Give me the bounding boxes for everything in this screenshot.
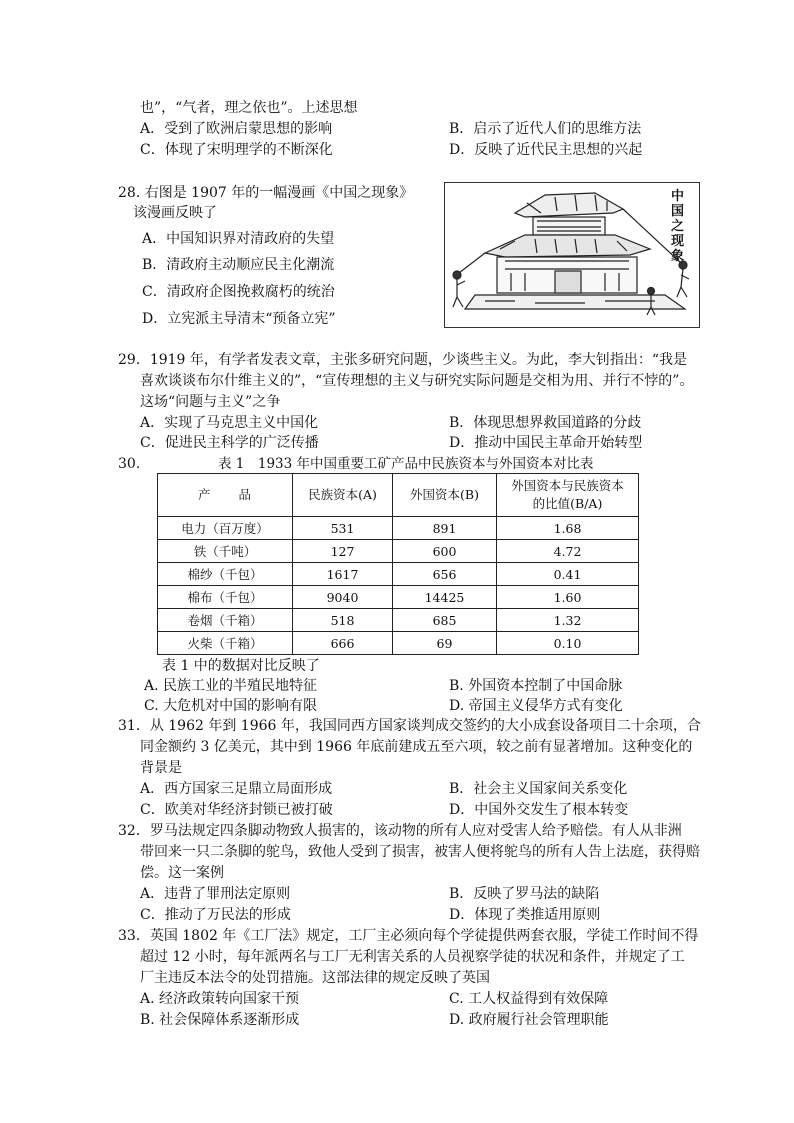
q32-option-b: B．反映了罗马法的缺陷 bbox=[449, 886, 600, 902]
cell-foreign: 14425 bbox=[393, 586, 497, 609]
cell-product: 火柴（千箱） bbox=[158, 632, 293, 655]
cell-national: 518 bbox=[293, 609, 393, 632]
q32-option-c: C．推动了万民法的形成 bbox=[140, 907, 291, 923]
q31-option-c: C．欧美对华经济封锁已被打破 bbox=[140, 802, 333, 818]
cell-ratio: 4.72 bbox=[497, 540, 639, 563]
cell-foreign: 685 bbox=[393, 609, 497, 632]
q29-stem-line3: 这场“问题与主义”之争 bbox=[140, 394, 281, 410]
cell-product: 电力（百万度） bbox=[158, 517, 293, 540]
q28-stem-line2: 该漫画反映了 bbox=[133, 205, 217, 221]
header-ratio bbox=[497, 474, 639, 517]
q29-option-c: C．促进民主科学的广泛传播 bbox=[140, 435, 319, 451]
q33-option-a: A. 经济政策转向国家干预 bbox=[140, 991, 300, 1007]
cell-national: 127 bbox=[293, 540, 393, 563]
q28-option-b: B．清政府主动顺应民主化潮流 bbox=[142, 257, 335, 273]
q31-stem-line1: 31．从 1962 年到 1966 年，我国同西方国家谈判成交签约的大小成套设备项目二十余项，合 bbox=[118, 718, 701, 734]
cell-ratio: 1.60 bbox=[497, 586, 639, 609]
q33-stem-line2: 超过 12 小时，每年派两名与工厂无利害关系的人员视察学徒的状况和条件，并规定了工 bbox=[140, 949, 685, 965]
cell-product: 棉布（千包） bbox=[158, 586, 293, 609]
q30-number: 30. bbox=[118, 456, 141, 472]
table-row bbox=[158, 517, 639, 540]
table-header-row bbox=[158, 474, 639, 517]
q27-option-c: C．体现了宋明理学的不断深化 bbox=[140, 142, 333, 158]
q30-option-b: B. 外国资本控制了中国命脉 bbox=[449, 678, 623, 694]
q27-option-b: B．启示了近代人们的思维方法 bbox=[449, 121, 642, 137]
q33-option-b: B. 社会保障体系逐渐形成 bbox=[140, 1012, 300, 1028]
q29-option-d: D．推动中国民主革命开始转型 bbox=[449, 435, 643, 451]
q28-option-c: C．清政府企图挽救腐朽的统治 bbox=[142, 284, 335, 300]
q31-option-d: D．中国外交发生了根本转变 bbox=[449, 802, 629, 818]
q32-stem-line2: 带回来一只二条脚的鸵鸟，致他人受到了损害，被害人便将鸵鸟的所有人告上法庭，获得赔 bbox=[140, 844, 700, 860]
cell-foreign: 69 bbox=[393, 632, 497, 655]
q27-stem-tail: 也”，“气者，理之依也”。上述思想 bbox=[140, 100, 358, 116]
q32-option-d: D．体现了类推适用原则 bbox=[449, 907, 601, 923]
cell-national: 1617 bbox=[293, 563, 393, 586]
q30-option-d: D. 帝国主义侵华方式有变化 bbox=[449, 698, 623, 714]
cell-ratio: 0.10 bbox=[497, 632, 639, 655]
cell-national: 9040 bbox=[293, 586, 393, 609]
header-product: 产 品 bbox=[158, 474, 293, 517]
header-foreign-capital: 外国资本(B) bbox=[393, 474, 497, 517]
cell-product: 铁（千吨） bbox=[158, 540, 293, 563]
q31-stem-line3: 背景是 bbox=[140, 760, 182, 776]
q29-stem-line2: 喜欢谈谈布尔什维主义的”，“宣传理想的主义与研究实际问题是交相为用、并行不悖的”。 bbox=[140, 373, 694, 389]
cartoon-figure bbox=[444, 182, 700, 328]
cartoon-drawing bbox=[445, 183, 699, 327]
table-row bbox=[158, 632, 639, 655]
q30-option-a: A. 民族工业的半殖民地特征 bbox=[144, 678, 318, 694]
q27-option-a: A．受到了欧洲启蒙思想的影响 bbox=[140, 121, 333, 137]
capital-comparison-table bbox=[157, 473, 639, 655]
q31-stem-line2: 同金额约 3 亿美元，其中到 1966 年底前建成五至六项，较之前有显著增加。这种变化的 bbox=[140, 739, 693, 755]
cell-foreign: 656 bbox=[393, 563, 497, 586]
cell-national: 666 bbox=[293, 632, 393, 655]
header-ratio-line1: 外国资本与民族资本 bbox=[511, 478, 624, 493]
cell-foreign: 600 bbox=[393, 540, 497, 563]
cell-foreign: 891 bbox=[393, 517, 497, 540]
table-row bbox=[158, 563, 639, 586]
cell-ratio: 1.68 bbox=[497, 517, 639, 540]
q33-stem-line1: 33．英国 1802 年《工厂法》规定，工厂主必须向每个学徒提供两套衣服，学徒工作时间不得 bbox=[118, 928, 699, 944]
q32-stem-line1: 32．罗马法规定四条脚动物致人损害的，该动物的所有人应对受害人给予赔偿。有人从非洲 bbox=[118, 823, 682, 839]
cell-product: 卷烟（千箱） bbox=[158, 609, 293, 632]
q30-option-c: C. 大危机对中国的影响有限 bbox=[144, 698, 318, 714]
q32-option-a: A．违背了罪刑法定原则 bbox=[140, 886, 291, 902]
cell-product: 棉纱（千包） bbox=[158, 563, 293, 586]
q28-option-a: A．中国知识界对清政府的失望 bbox=[142, 231, 335, 247]
header-national-capital: 民族资本(A) bbox=[293, 474, 393, 517]
q31-option-a: A．西方国家三足鼎立局面形成 bbox=[140, 781, 333, 797]
q32-stem-line3: 偿。这一案例 bbox=[140, 865, 224, 881]
q27-option-d: D．反映了近代民主思想的兴起 bbox=[449, 142, 643, 158]
cell-ratio: 1.32 bbox=[497, 609, 639, 632]
q30-table-title: 表 1 1933 年中国重要工矿产品中民族资本与外国资本对比表 bbox=[218, 456, 594, 472]
cell-national: 531 bbox=[293, 517, 393, 540]
q29-stem-line1: 29．1919 年，有学者发表文章，主张多研究问题，少谈些主义。为此，李大钊指出：“我是 bbox=[118, 352, 688, 368]
q30-after-table: 表 1 中的数据对比反映了 bbox=[162, 658, 320, 674]
table-row bbox=[158, 540, 639, 563]
q28-option-d: D．立宪派主导清末“预备立宪” bbox=[142, 311, 336, 327]
q33-stem-line3: 厂主违反本法令的处罚措施。这部法律的规定反映了英国 bbox=[140, 970, 490, 986]
header-ratio-line2: 的比值(B/A) bbox=[532, 496, 603, 511]
cartoon-caption: 中国之现象 bbox=[671, 189, 685, 264]
q33-option-c: C. 工人权益得到有效保障 bbox=[449, 991, 609, 1007]
table-row bbox=[158, 586, 639, 609]
table-row bbox=[158, 609, 639, 632]
q28-stem-line1: 28. 右图是 1907 年的一幅漫画《中国之现象》 bbox=[118, 185, 414, 201]
cell-ratio: 0.41 bbox=[497, 563, 639, 586]
q31-option-b: B．社会主义国家间关系变化 bbox=[449, 781, 628, 797]
q33-option-d: D. 政府履行社会管理职能 bbox=[449, 1012, 609, 1028]
q29-option-a: A．实现了马克思主义中国化 bbox=[140, 415, 319, 431]
q29-option-b: B．体现思想界救国道路的分歧 bbox=[449, 415, 642, 431]
